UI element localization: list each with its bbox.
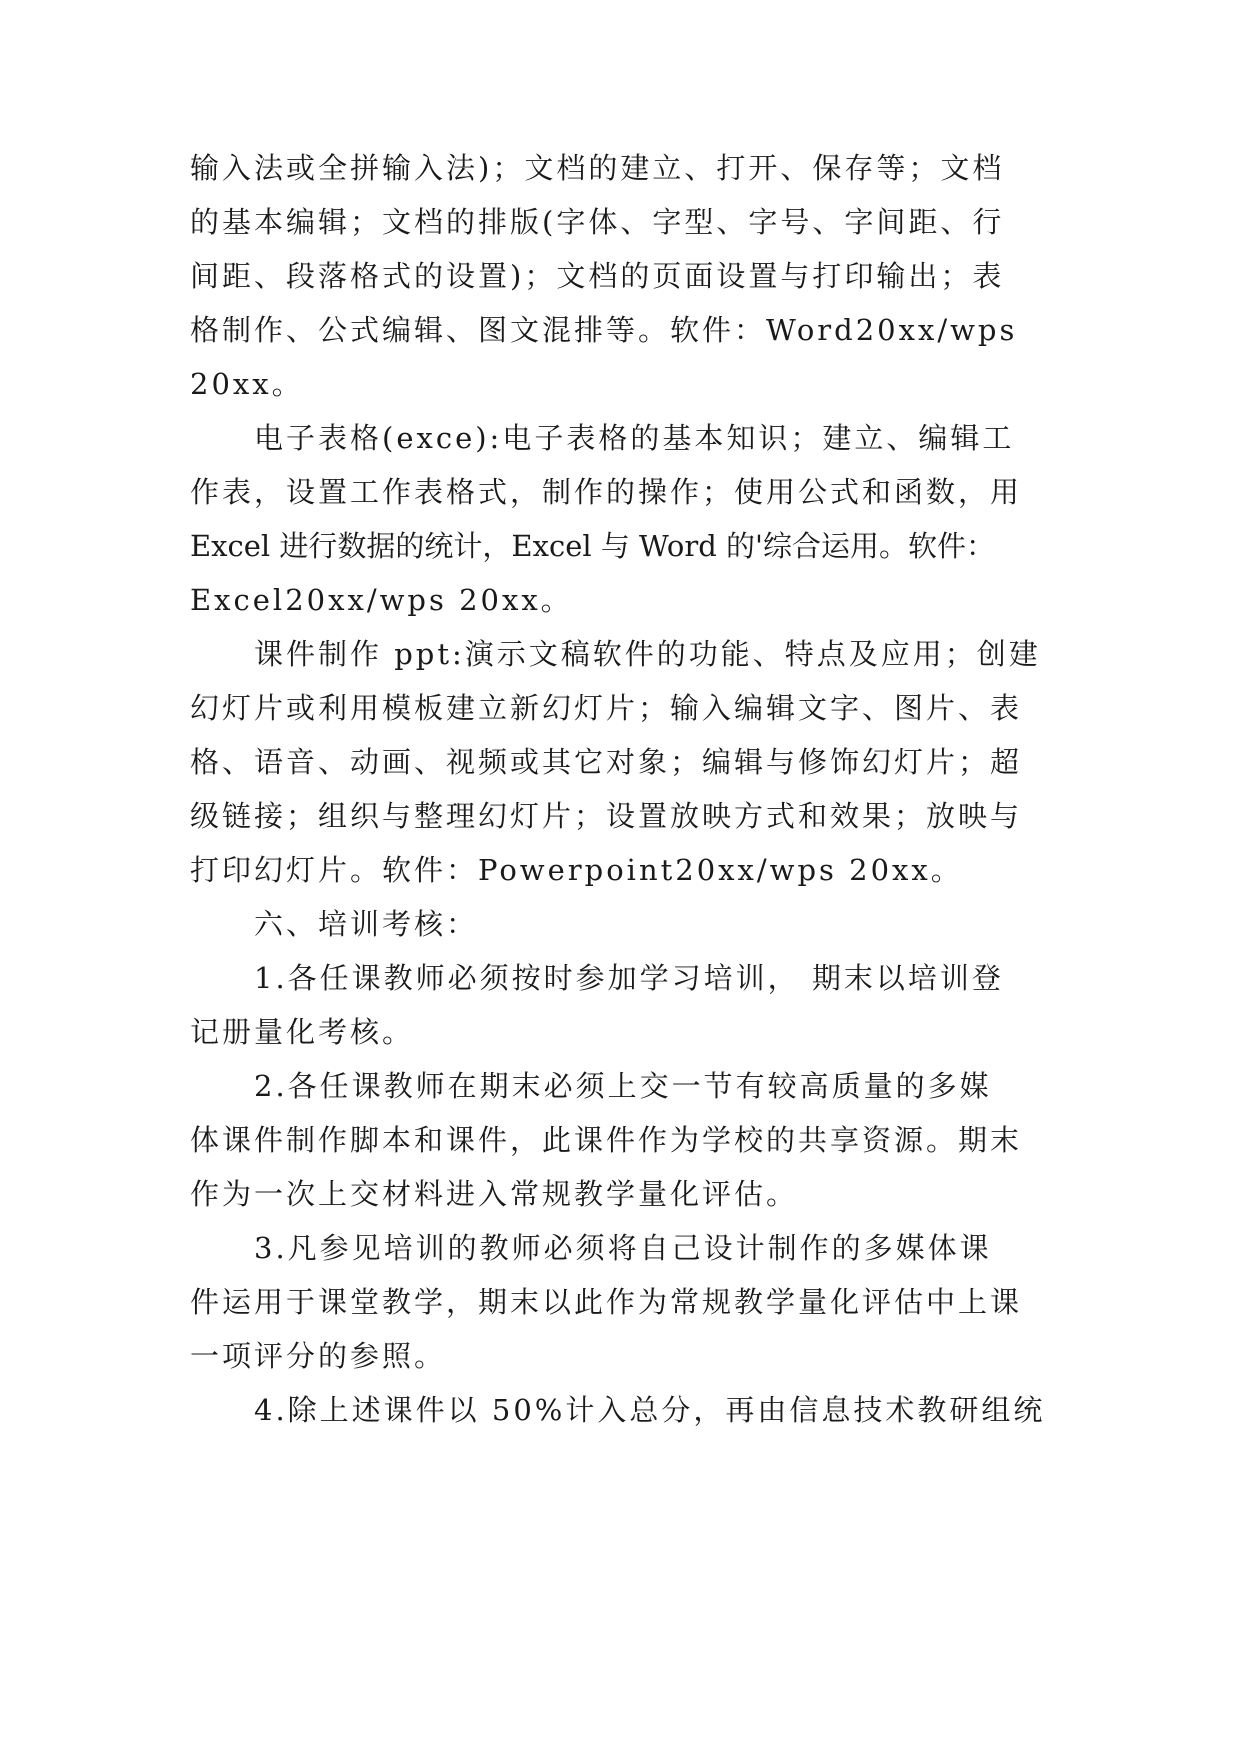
paragraph-line: 输入法或全拼输入法)；文档的建立、打开、保存等；文档: [190, 151, 1005, 185]
paragraph-line: 20xx。: [190, 367, 304, 401]
paragraph-line: 格、语音、动画、视频或其它对象；编辑与修饰幻灯片；超: [190, 745, 1023, 779]
paragraph-line: 1.各任课教师必须按时参加学习培训， 期末以培训登: [254, 961, 1004, 995]
paragraph-line: 记册量化考核。: [190, 1015, 415, 1049]
paragraph-line: 间距、段落格式的设置)；文档的页面设置与打印输出；表: [190, 259, 1005, 293]
paragraph-line: 的基本编辑；文档的排版(字体、字型、字号、字间距、行: [190, 205, 1005, 239]
paragraph-line: 电子表格(exce):电子表格的基本知识；建立、编辑工: [254, 421, 1015, 455]
paragraph-line: Excel 进行数据的统计，Excel 与 Word 的'综合运用。软件：: [190, 529, 995, 563]
paragraph-line: 幻灯片或利用模板建立新幻灯片；输入编辑文字、图片、表: [190, 691, 1023, 725]
paragraph-line: 格制作、公式编辑、图文混排等。软件：Word20xx/wps: [190, 313, 1018, 347]
paragraph-line: 体课件制作脚本和课件，此课件作为学校的共享资源。期末: [190, 1123, 1023, 1157]
paragraph-line: 打印幻灯片。软件：Powerpoint20xx/wps 20xx。: [190, 853, 963, 887]
paragraph-line: 作为一次上交材料进入常规教学量化评估。: [190, 1177, 799, 1211]
section-heading: 六、培训考核：: [254, 907, 479, 941]
paragraph-line: 2.各任课教师在期末必须上交一节有较高质量的多媒: [254, 1069, 992, 1103]
paragraph-line: 作表，设置工作表格式，制作的操作；使用公式和函数，用: [190, 475, 1023, 509]
paragraph-line: 一项评分的参照。: [190, 1339, 447, 1373]
paragraph-line: 件运用于课堂教学，期末以此作为常规教学量化评估中上课: [190, 1285, 1023, 1319]
paragraph-line: 课件制作 ppt:演示文稿软件的功能、特点及应用；创建: [254, 637, 1041, 671]
paragraph-line: 级链接；组织与整理幻灯片；设置放映方式和效果；放映与: [190, 799, 1023, 833]
paragraph-line: 3.凡参见培训的教师必须将自己设计制作的多媒体课: [254, 1231, 992, 1265]
paragraph-line: Excel20xx/wps 20xx。: [190, 583, 573, 617]
paragraph-line: 4.除上述课件以 50%计入总分，再由信息技术教研组统: [254, 1393, 1046, 1427]
